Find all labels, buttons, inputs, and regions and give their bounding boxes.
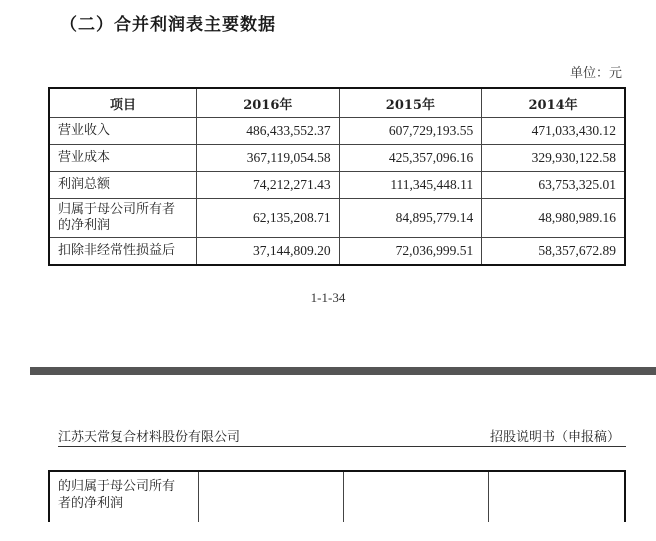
page-divider	[30, 367, 656, 375]
income-statement-table	[48, 87, 626, 266]
unit-label: 单位：元	[569, 66, 622, 81]
cell-value: 84,895,779.14	[339, 199, 482, 238]
continued-label-line2: 者的净利润	[58, 496, 124, 511]
cell-value: 37,144,809.20	[197, 238, 340, 266]
cell-value: 425,357,096.16	[339, 145, 482, 172]
row-label-line2: 的净利润	[58, 218, 111, 233]
section-title: （二）合并利润表主要数据	[60, 15, 276, 35]
cell-value: 367,119,054.58	[197, 145, 340, 172]
cell-value: 48,980,989.16	[482, 199, 625, 238]
header-2016: 2016年	[197, 88, 340, 118]
cell-value: 74,212,271.43	[197, 172, 340, 199]
table-row	[49, 118, 625, 145]
cell-value: 471,033,430.12	[482, 118, 625, 145]
table-row	[49, 145, 625, 172]
cell-value: 607,729,193.55	[339, 118, 482, 145]
row-label-cost: 营业成本	[49, 145, 197, 172]
cell-value: 486,433,552.37	[197, 118, 340, 145]
row-label-total-profit: 利润总额	[49, 172, 197, 199]
cell-value: 329,930,122.58	[482, 145, 625, 172]
header-2014: 2014年	[482, 88, 625, 118]
table-row	[49, 172, 625, 199]
header-rule	[58, 446, 626, 447]
continued-label-line1: 的归属于母公司所有	[58, 479, 176, 494]
header-document-type: 招股说明书（申报稿）	[489, 430, 620, 445]
row-label-line1: 归属于母公司所有者	[58, 202, 176, 217]
continued-cell	[344, 471, 489, 522]
page-number: 1-1-34	[310, 290, 346, 305]
cell-value: 62,135,208.71	[197, 199, 340, 238]
table-header-row	[49, 88, 625, 118]
cell-value: 58,357,672.89	[482, 238, 625, 266]
continued-cell	[489, 471, 626, 522]
continued-table	[48, 470, 626, 522]
row-label-net-profit-parent	[49, 199, 197, 238]
table-row	[49, 471, 625, 522]
table-row	[49, 199, 625, 238]
cell-value: 111,345,448.11	[339, 172, 482, 199]
row-label-deducted: 扣除非经常性损益后	[49, 238, 197, 266]
continued-row-label	[49, 471, 199, 522]
table-row	[49, 238, 625, 266]
cell-value: 63,753,325.01	[482, 172, 625, 199]
row-label-revenue: 营业收入	[49, 118, 197, 145]
header-company-name: 江苏天常复合材料股份有限公司	[58, 430, 241, 445]
header-2015: 2015年	[339, 88, 482, 118]
header-item: 项目	[49, 88, 197, 118]
cell-value: 72,036,999.51	[339, 238, 482, 266]
continued-cell	[199, 471, 344, 522]
